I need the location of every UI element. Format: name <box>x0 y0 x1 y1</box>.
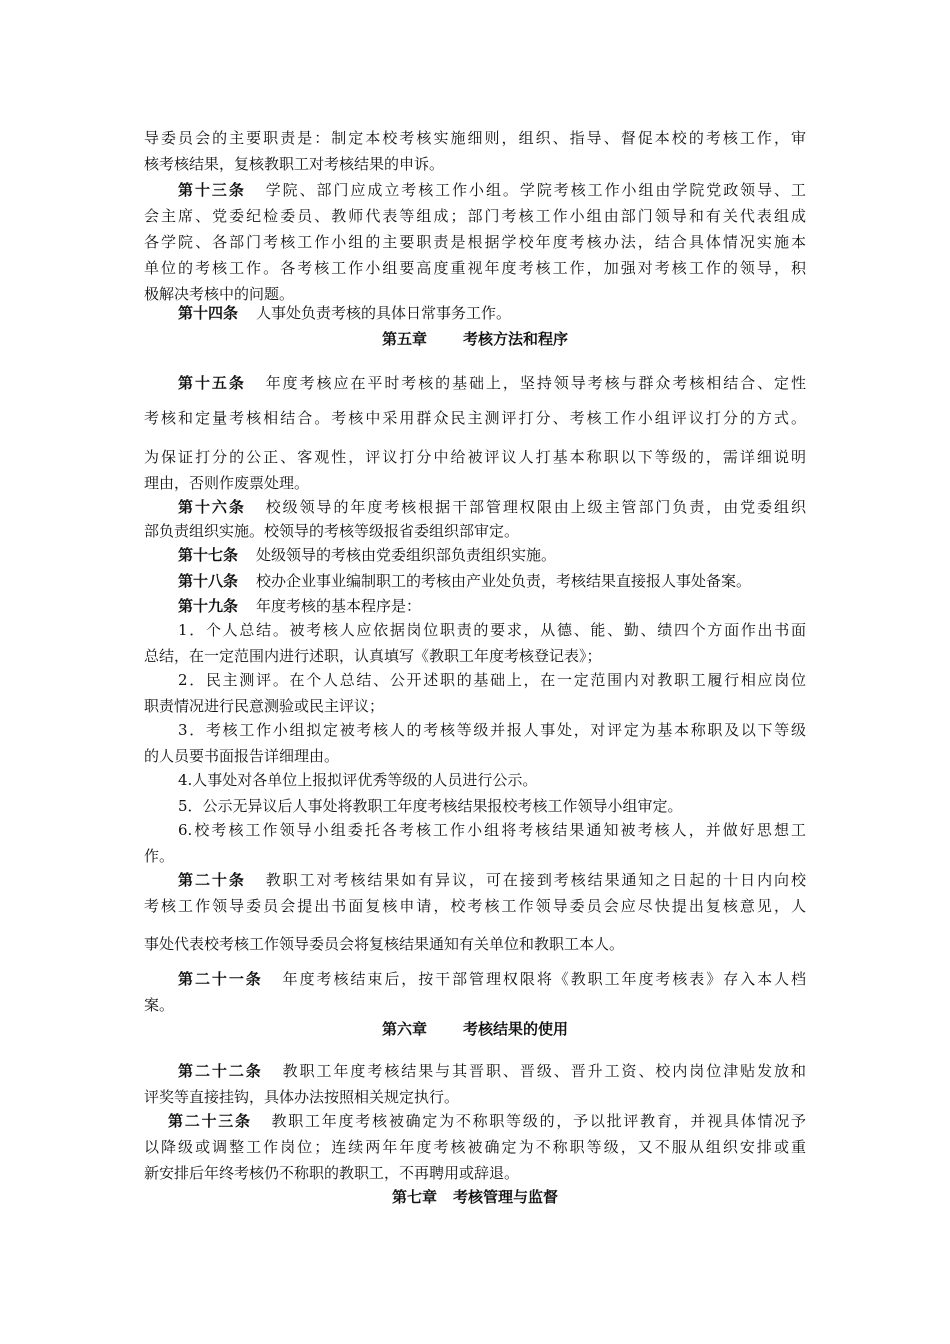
article-label: 第十三条 <box>178 181 246 199</box>
para-line: 新安排后年终考核仍不称职的教职工，不再聘用或辞退。 <box>144 1164 520 1182</box>
para-line: 的人员要书面报告详细理由。 <box>144 747 340 765</box>
article-label: 第二十一条 <box>178 970 263 988</box>
para-line: 理由，否则作废票处理。 <box>144 474 310 492</box>
para-line: 单位的考核工作。各考核工作小组要高度重视年度考核工作，加强对考核工作的领导，积 <box>144 259 806 277</box>
article-label: 第十九条 <box>178 597 239 615</box>
para-line: 导委员会的主要职责是：制定本校考核实施细则，组织、指导、督促本校的考核工作，审 <box>144 129 806 147</box>
chapter-heading: 第七章 考核管理与监督 <box>391 1188 559 1206</box>
para-line: 以降级或调整工作岗位；连续两年年度考核被确定为不称职等级，又不服从组织安排或重 <box>144 1138 806 1156</box>
article-label: 第二十三条 <box>168 1112 252 1130</box>
article-label: 第十五条 <box>178 374 246 392</box>
list-item: 1．个人总结。被考核人应依据岗位职责的要求，从德、能、勤、绩四个方面作出书面 <box>178 621 806 639</box>
article-label: 第十八条 <box>178 572 239 590</box>
article-label: 第十七条 <box>178 546 239 564</box>
para-line: 核考核结果，复核教职工对考核结果的申诉。 <box>144 155 445 173</box>
article-20: 第二十条 教职工对考核结果如有异议，可在接到考核结果通知之日起的十日内向校 <box>178 871 806 889</box>
para-line: 案。 <box>144 996 175 1014</box>
list-item: 5．公示无异议后人事处将教职工年度考核结果报校考核工作领导小组审定。 <box>178 797 683 815</box>
article-19: 第十九条 年度考核的基本程序是： <box>178 597 422 615</box>
article-17: 第十七条 处级领导的考核由党委组织部负责组织实施。 <box>178 546 557 564</box>
para-line: 为保证打分的公正、客观性，评议打分中给被评议人打基本称职以下等级的，需详细说明 <box>144 448 806 466</box>
article-14: 第十四条 人事处负责考核的具体日常事务工作。 <box>178 304 512 322</box>
list-item: 3．考核工作小组拟定被考核人的考核等级并报人事处，对评定为基本称职及以下等级 <box>178 721 806 739</box>
article-label: 第二十条 <box>178 871 246 889</box>
article-15: 第十五条 年度考核应在平时考核的基础上，坚持领导考核与群众考核相结合、定性 <box>178 374 806 392</box>
para-line: 极解决考核中的问题。 <box>144 285 295 303</box>
article-16: 第十六条 校级领导的年度考核根据干部管理权限由上级主管部门负责，由党委组织 <box>178 498 806 516</box>
list-item: 2．民主测评。在个人总结、公开述职的基础上，在一定范围内对教职工履行相应岗位 <box>178 671 806 689</box>
para-line: 各学院、各部门考核工作小组的主要职责是根据学校年度考核办法，结合具体情况实施本 <box>144 233 806 251</box>
article-13: 第十三条 学院、部门应成立考核工作小组。学院考核工作小组由学院党政领导、工 <box>178 181 806 199</box>
list-item: 4.人事处对各单位上报拟评优秀等级的人员进行公示。 <box>178 771 538 789</box>
para-line: 职责情况进行民意测验或民主评议； <box>144 697 385 715</box>
article-23: 第二十三条 教职工年度考核被确定为不称职等级的，予以批评教育，并视具体情况予 <box>168 1112 806 1130</box>
article-label: 第十六条 <box>178 498 246 516</box>
article-label: 第二十二条 <box>178 1062 263 1080</box>
chapter-heading: 第五章 考核方法和程序 <box>381 330 569 348</box>
para-line: 会主席、党委纪检委员、教师代表等组成；部门考核工作小组由部门领导和有关代表组成 <box>144 207 806 225</box>
article-21: 第二十一条 年度考核结束后，按干部管理权限将《教职工年度考核表》存入本人档 <box>178 970 806 988</box>
chapter-heading: 第六章 考核结果的使用 <box>381 1020 569 1038</box>
para-line: 考核和定量考核相结合。考核中采用群众民主测评打分、考核工作小组评议打分的方式。 <box>144 409 806 427</box>
para-line: 部负责组织实施。校领导的考核等级报省委组织部审定。 <box>144 522 520 540</box>
article-22: 第二十二条 教职工年度考核结果与其晋职、晋级、晋升工资、校内岗位津贴发放和 <box>178 1062 806 1080</box>
article-18: 第十八条 校办企业事业编制职工的考核由产业处负责，考核结果直接报人事处备案。 <box>178 572 752 590</box>
para-line: 作。 <box>144 847 175 865</box>
para-line: 评奖等直接挂钩，具体办法按照相关规定执行。 <box>144 1088 460 1106</box>
list-item: 6.校考核工作领导小组委托各考核工作小组将考核结果通知被考核人，并做好思想工 <box>178 821 806 839</box>
article-label: 第十四条 <box>178 304 239 322</box>
para-line: 总结，在一定范围内进行述职，认真填写《教职工年度考核登记表》； <box>144 647 602 665</box>
para-line: 事处代表校考核工作领导委员会将复核结果通知有关单位和教职工本人。 <box>144 935 625 953</box>
para-line: 考核工作领导委员会提出书面复核申请，校考核工作领导委员会应尽快提出复核意见，人 <box>144 897 806 915</box>
